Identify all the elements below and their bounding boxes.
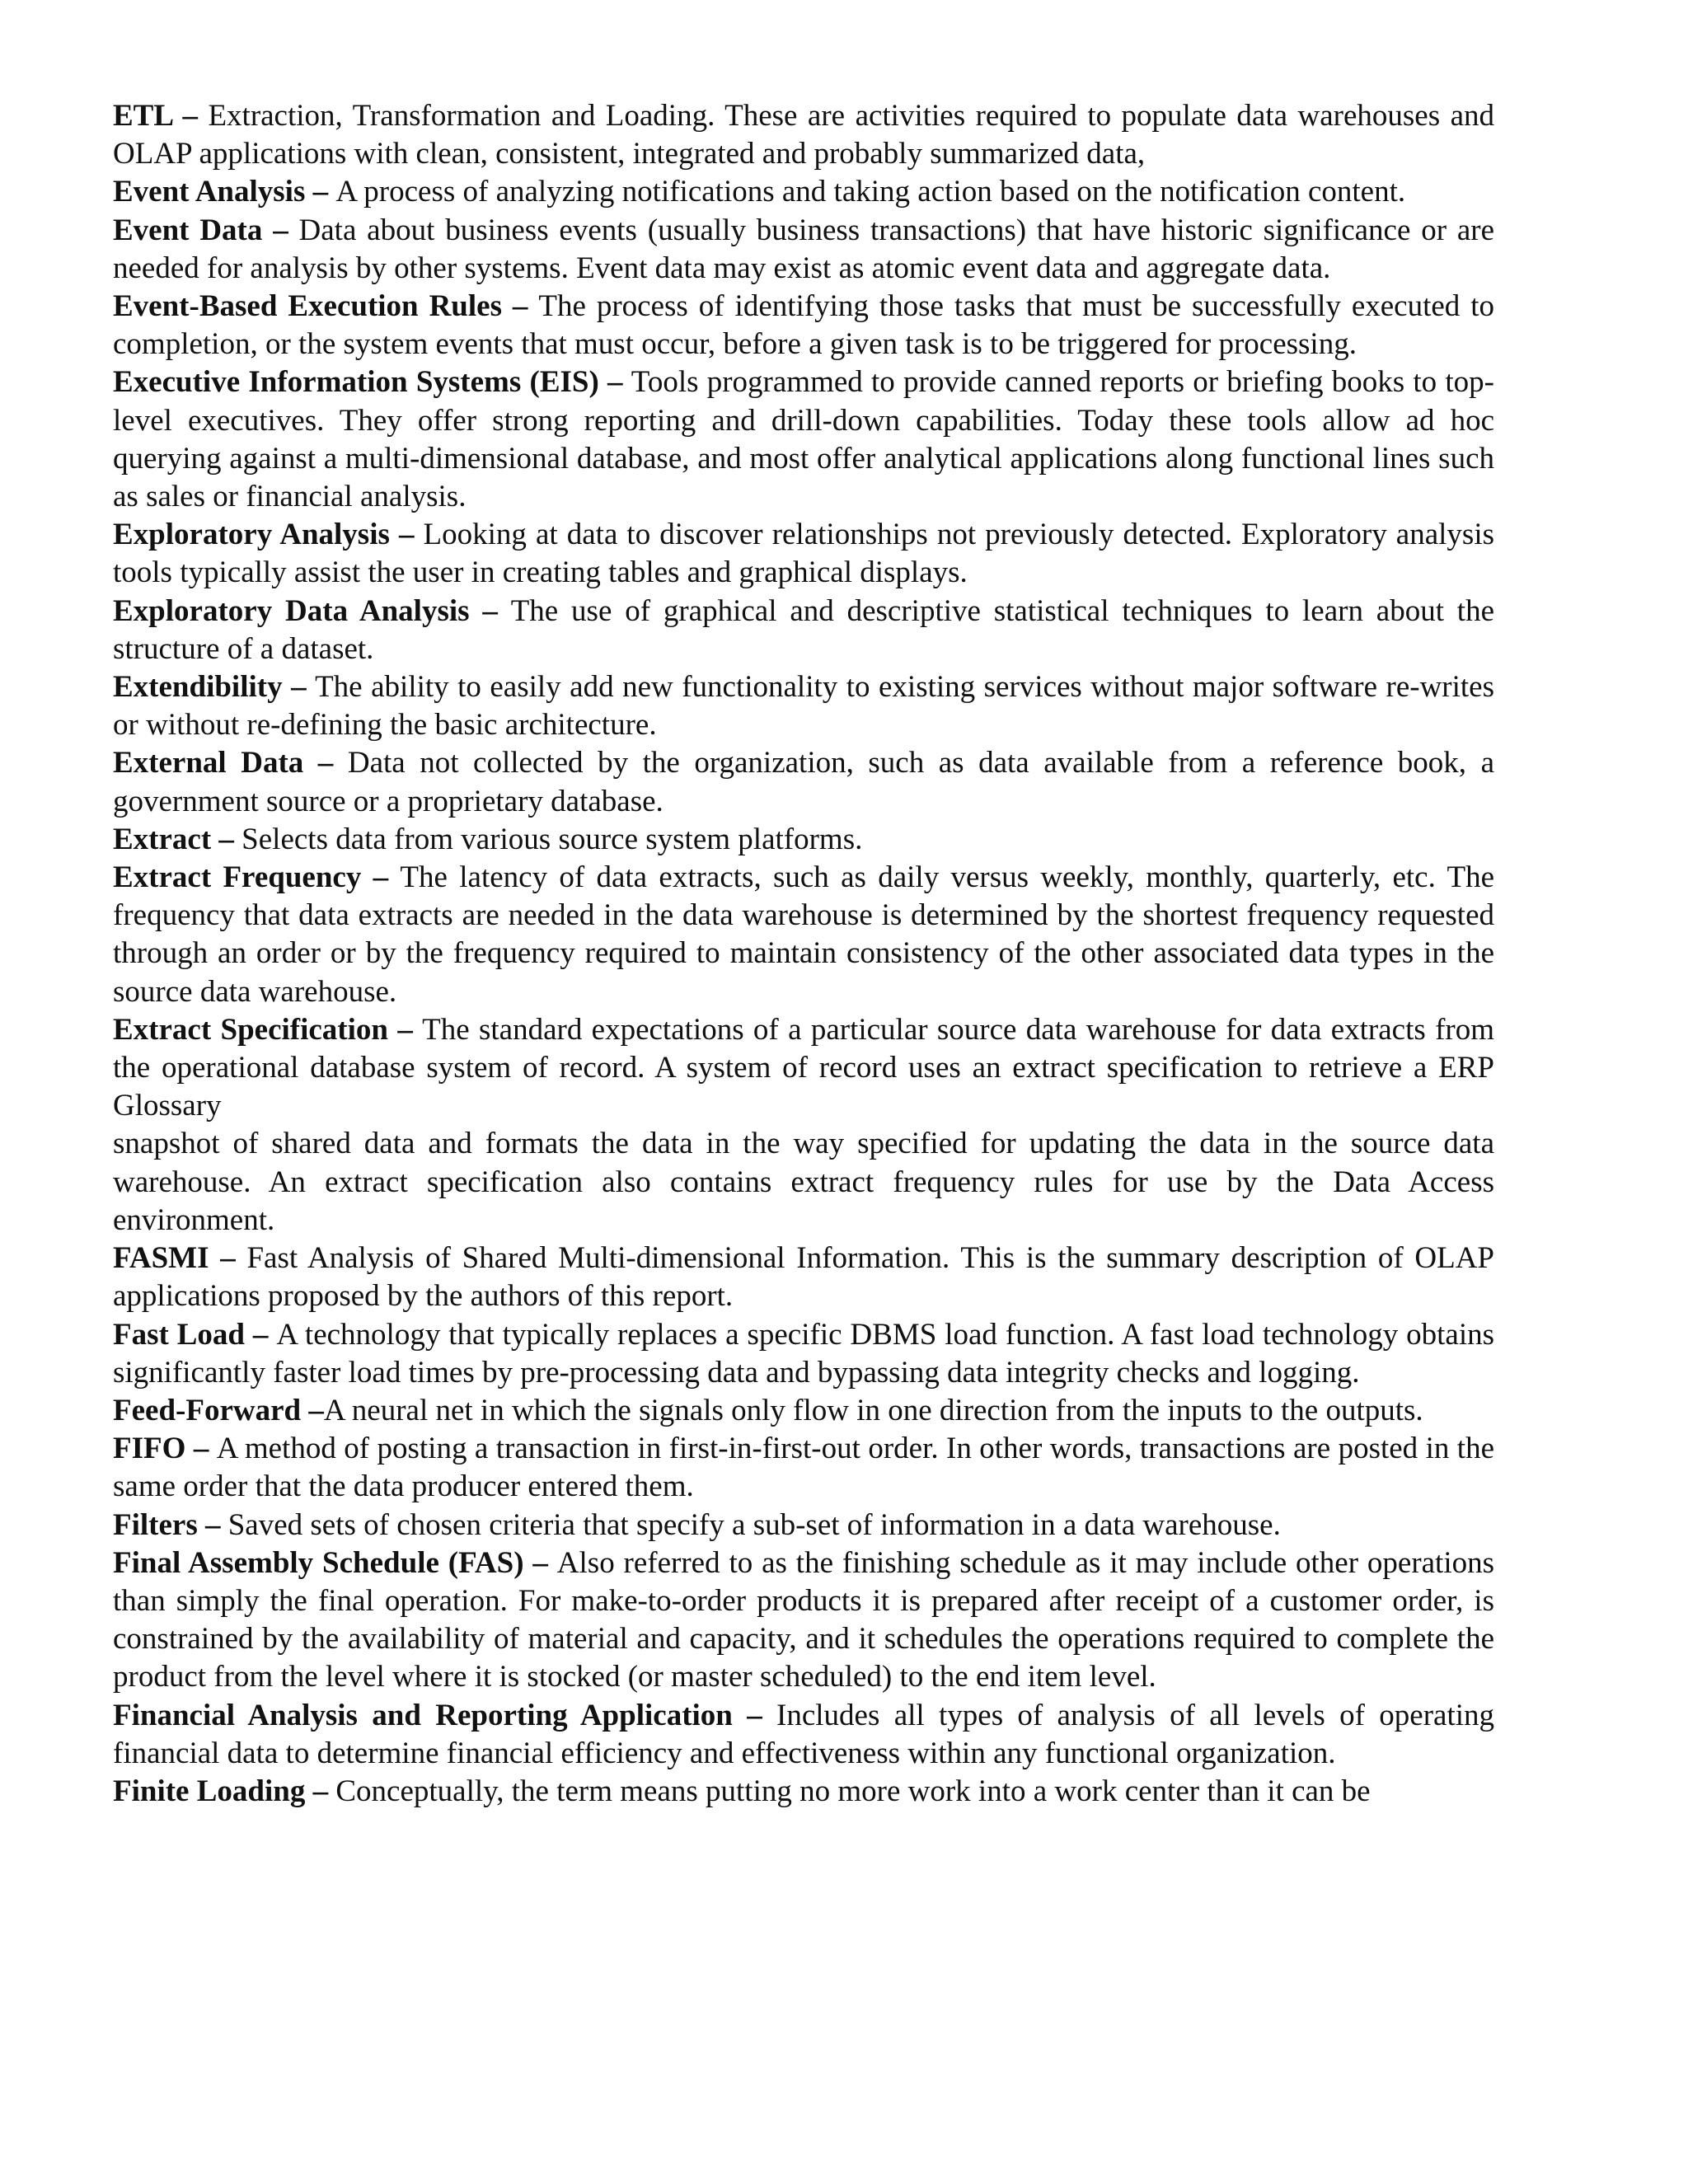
term-separator: – bbox=[501, 289, 539, 324]
glossary-definition: The standard expectations of a particular source data warehouse for data extracts from the operational database system of record. A system of record uses an extract specification to retrieve a ERP Glossary bbox=[113, 1012, 1494, 1123]
glossary-definition: Looking at data to discover relationships not previously detected. Exploratory analysis tools typically assist the user in creating tables and graphical displays. bbox=[113, 518, 1495, 590]
glossary-entry-event-data bbox=[113, 212, 1494, 288]
glossary-entry-exploratory-analysis bbox=[113, 516, 1494, 592]
glossary-definition: snapshot of shared data and formats the data in the way specified for updating the data in the source data warehouse. An extract specification also contains extract frequency rules for use by the Data Access environment. bbox=[113, 1127, 1494, 1237]
glossary-entry-fifo bbox=[113, 1430, 1494, 1506]
glossary-entry-etl bbox=[113, 97, 1494, 173]
glossary-term: Extendibility bbox=[113, 670, 283, 705]
glossary-entry-filters bbox=[113, 1507, 1494, 1544]
term-separator: – bbox=[301, 1393, 324, 1427]
glossary-term: Filters bbox=[113, 1507, 198, 1542]
glossary-term: Extract Frequency bbox=[113, 860, 362, 895]
term-separator: – bbox=[197, 1507, 228, 1542]
glossary-term: Executive Information Systems (EIS) bbox=[113, 365, 599, 400]
glossary-term: ETL bbox=[113, 99, 172, 133]
glossary-entry-extract-frequency bbox=[113, 859, 1494, 1011]
term-separator: – bbox=[305, 1774, 336, 1808]
glossary-definition: A technology that typically replaces a specific DBMS load function. A fast load technology obtains significantly faster load times by pre-processing data and bypassing data integrity checks and logging. bbox=[113, 1317, 1495, 1390]
glossary-entry-event-based-execution-rules bbox=[113, 288, 1494, 363]
glossary-definition: Tools programmed to provide canned reports or briefing books to top-level executives. They offer strong reporting and drill-down capabilities. Today these tools allow ad hoc querying against a multi-dimensional database, and most offer analytical applications along functional lines such as sales or financial analysis. bbox=[113, 365, 1494, 514]
term-separator: – bbox=[185, 1432, 217, 1466]
term-separator: – bbox=[211, 822, 242, 856]
glossary-term: External Data bbox=[113, 746, 304, 780]
glossary-term: Finite Loading bbox=[113, 1774, 306, 1808]
glossary-entry-feed-forward bbox=[113, 1392, 1494, 1430]
glossary-term: Event-Based Execution Rules bbox=[113, 289, 502, 324]
term-separator: – bbox=[387, 1012, 423, 1047]
glossary-entry-external-data bbox=[113, 744, 1494, 820]
term-separator: – bbox=[361, 860, 401, 895]
glossary-entry-extract-specification-continued bbox=[113, 1125, 1494, 1240]
glossary-term: FASMI bbox=[113, 1241, 209, 1276]
glossary-entry-fast-load bbox=[113, 1316, 1494, 1392]
glossary-definition: Includes all types of analysis of all levels of operating financial data to determine financial efficiency and effectiveness within any functional organization. bbox=[113, 1698, 1495, 1770]
glossary-definition: Selects data from various source system platforms. bbox=[241, 822, 863, 856]
glossary-term: Exploratory Data Analysis bbox=[113, 593, 470, 628]
glossary-definition: Also referred to as the finishing schedule as it may include other operations than simply the final operation. For make-to-order products it is prepared after receipt of a customer order, is constrained by the availability of material and capacity, and it schedules the operations required to complete the product from the level where it is stocked (or master scheduled) to the end item level. bbox=[113, 1545, 1495, 1694]
term-separator: – bbox=[172, 99, 209, 133]
glossary-term: Financial Analysis and Reporting Application bbox=[113, 1698, 733, 1732]
glossary-definition: Saved sets of chosen criteria that specify a sub-set of information in a data warehouse. bbox=[227, 1507, 1281, 1542]
glossary-term: Event Analysis bbox=[113, 175, 306, 209]
term-separator: – bbox=[732, 1698, 777, 1732]
glossary-entry-extract bbox=[113, 821, 1494, 859]
glossary-definition: The latency of data extracts, such as daily versus weekly, monthly, quarterly, etc. The frequency that data extracts are needed in the data warehouse is determined by the shortest frequency requested through an order or by the frequency required to maintain consistency of the other associated data types in the source data warehouse. bbox=[113, 860, 1495, 1009]
term-separator: – bbox=[305, 175, 336, 209]
glossary-definition: A neural net in which the signals only flow in one direction from the inputs to the outputs. bbox=[323, 1393, 1423, 1427]
glossary-definition: Conceptually, the term means putting no more work into a work center than it can be bbox=[335, 1774, 1371, 1808]
glossary-definition: Extraction, Transformation and Loading. These are activities required to populate data warehouses and OLAP applications with clean, consistent, integrated and probably summarized data, bbox=[113, 99, 1495, 171]
glossary-term: Extract Specification bbox=[113, 1012, 388, 1047]
glossary-entry-financial-analysis-and-reporting bbox=[113, 1697, 1494, 1773]
term-separator: – bbox=[389, 518, 424, 552]
glossary-entry-event-analysis bbox=[113, 173, 1494, 211]
glossary-entry-executive-information-systems bbox=[113, 363, 1494, 516]
glossary-entry-fasmi bbox=[113, 1240, 1494, 1315]
glossary-entry-extract-specification bbox=[113, 1011, 1494, 1126]
term-separator: – bbox=[303, 746, 348, 780]
glossary-entry-extendibility bbox=[113, 668, 1494, 744]
glossary-definition: The process of identifying those tasks that must be successfully executed to completion, or the system events that must occur, before a given task is to be triggered for processing. bbox=[113, 289, 1495, 362]
glossary-term: Event Data bbox=[113, 213, 263, 247]
glossary-term: Feed-Forward bbox=[113, 1393, 302, 1427]
glossary-page bbox=[113, 97, 1494, 1811]
term-separator: – bbox=[598, 365, 631, 400]
glossary-term: Fast Load bbox=[113, 1317, 245, 1352]
glossary-term: FIFO bbox=[113, 1432, 186, 1466]
glossary-definition: The ability to easily add new functionality to existing services without major software re-writes or without re-defining the basic architecture. bbox=[113, 670, 1494, 743]
glossary-definition: Fast Analysis of Shared Multi-dimensional Information. This is the summary description of OLAP applications proposed by the authors of this report. bbox=[113, 1241, 1495, 1314]
glossary-definition: The use of graphical and descriptive statistical techniques to learn about the structure of a dataset. bbox=[113, 593, 1495, 666]
glossary-definition: A method of posting a transaction in first-in-first-out order. In other words, transactions are posted in the same order that the data producer entered them. bbox=[113, 1432, 1495, 1504]
glossary-term: Exploratory Analysis bbox=[113, 518, 390, 552]
glossary-definition: A process of analyzing notifications and taking action based on the notification content. bbox=[335, 175, 1406, 209]
term-separator: – bbox=[282, 670, 316, 705]
term-separator: – bbox=[469, 593, 511, 628]
glossary-definition: Data about business events (usually business transactions) that have historic significance or are needed for analysis by other systems. Event data may exist as atomic event data and aggregate data. bbox=[113, 213, 1495, 285]
glossary-entry-exploratory-data-analysis bbox=[113, 593, 1494, 668]
glossary-term: Final Assembly Schedule (FAS) bbox=[113, 1545, 524, 1580]
glossary-entry-final-assembly-schedule bbox=[113, 1544, 1494, 1697]
term-separator: – bbox=[245, 1317, 277, 1352]
glossary-entry-finite-loading bbox=[113, 1773, 1494, 1811]
glossary-definition: Data not collected by the organization, such as data available from a reference book, a government source or a proprietary database. bbox=[113, 746, 1494, 818]
term-separator: – bbox=[209, 1241, 247, 1276]
term-separator: – bbox=[523, 1545, 557, 1580]
glossary-term: Extract bbox=[113, 822, 212, 856]
term-separator: – bbox=[262, 213, 299, 247]
